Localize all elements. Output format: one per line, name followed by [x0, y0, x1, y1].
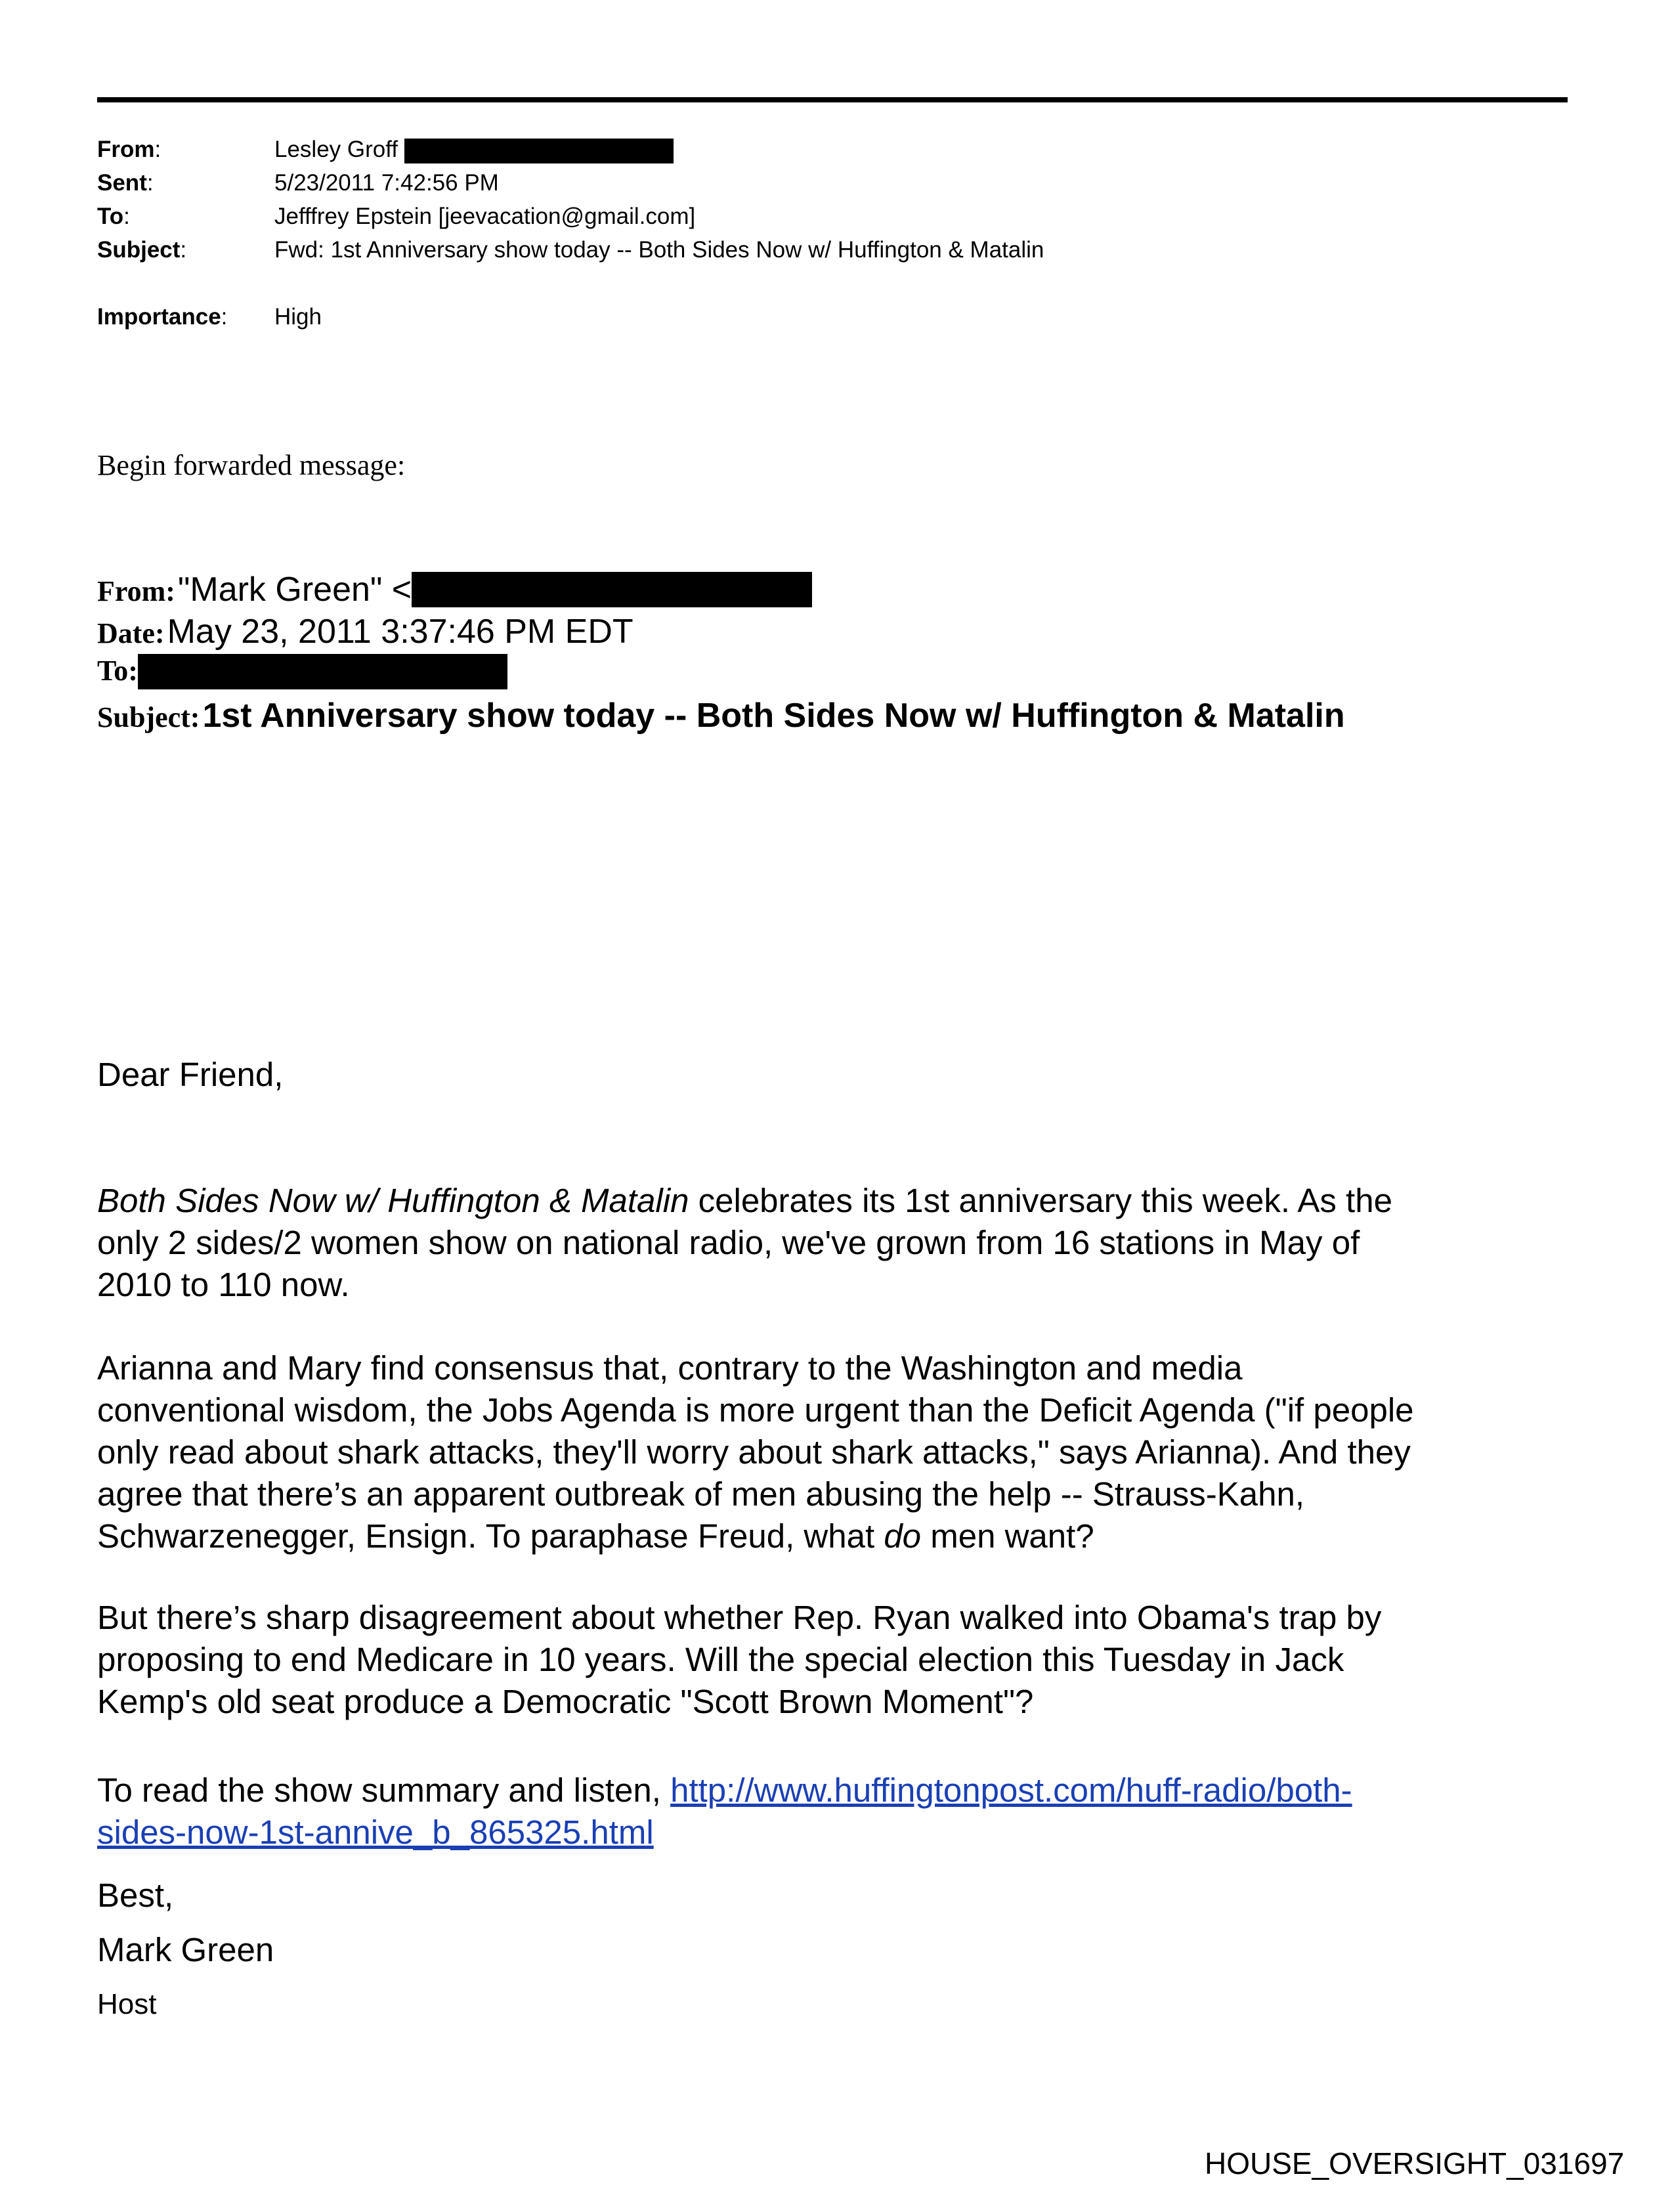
- document-id: HOUSE_OVERSIGHT_031697: [1205, 2146, 1625, 2180]
- fwd-subject-value: 1st Anniversary show today -- Both Sides Now w/ Huffington & Matalin: [202, 697, 1345, 735]
- show-title-italic: Both Sides Now w/ Huffington & Matalin: [97, 1182, 689, 1219]
- paragraph-4: [97, 1769, 1561, 1854]
- paragraph-line: [97, 1811, 1561, 1854]
- header-subject-value: Fwd: 1st Anniversary show today -- Both Sides Now w/ Huffington & Matalin: [274, 237, 1044, 263]
- paragraph-line: only 2 sides/2 women show on national radio, we've grown from 16 stations in May of: [97, 1224, 1360, 1261]
- fwd-subject-label: Subject:: [97, 701, 200, 733]
- header-importance-value: High: [274, 304, 322, 330]
- header-sent-label: Sent:: [97, 170, 154, 196]
- fwd-date-row: [97, 612, 633, 654]
- greeting: Dear Friend,: [97, 1056, 284, 1093]
- paragraph-line: proposing to end Medicare in 10 years. Will the special election this Tuesday in Jack: [97, 1641, 1344, 1678]
- paragraph-line: agree that there’s an apparent outbreak of men abusing the help -- Strauss-Kahn,: [97, 1475, 1305, 1513]
- paragraph-2: [97, 1347, 1561, 1557]
- fwd-date-label: Date:: [97, 617, 165, 649]
- fwd-to-row: [97, 654, 507, 696]
- redaction-block: [412, 572, 812, 607]
- paragraph-line: Both Sides Now w/ Huffington & Matalin celebrates its 1st anniversary this week. As the: [97, 1182, 1392, 1219]
- signature-closing: Best,: [97, 1876, 174, 1914]
- signature-title: Host: [97, 1988, 157, 2020]
- top-rule: [97, 97, 1568, 102]
- header-importance-label: Importance:: [97, 304, 228, 330]
- header-to-label: To:: [97, 204, 130, 229]
- header-from-label: From:: [97, 137, 161, 162]
- fwd-from-row: [97, 570, 812, 612]
- forward-intro: Begin forwarded message:: [97, 449, 406, 481]
- header-from-value: Lesley Groff: [274, 136, 674, 163]
- show-summary-link-continued[interactable]: sides-now-1st-annive_b_865325.html: [97, 1813, 654, 1851]
- paragraph-line: only read about shark attacks, they'll worry about shark attacks," says Arianna). And they: [97, 1433, 1411, 1471]
- fwd-date-value: May 23, 2011 3:37:46 PM EDT: [167, 613, 633, 651]
- header-subject-label: Subject:: [97, 237, 187, 263]
- show-summary-link[interactable]: http://www.huffingtonpost.com/huff-radio/both-: [670, 1771, 1352, 1809]
- header-to-value: Jefffrey Epstein [jeevacation@gmail.com]: [274, 204, 696, 229]
- signature-name: Mark Green: [97, 1931, 274, 1968]
- paragraph-3: [97, 1597, 1561, 1723]
- fwd-subject-row: [97, 696, 1345, 738]
- paragraph-line: To read the show summary and listen, http://www.huffingtonpost.com/huff-radio/both-: [97, 1771, 1352, 1809]
- paragraph-line: Schwarzenegger, Ensign. To paraphase Freud, what do men want?: [97, 1517, 1094, 1555]
- paragraph-line: Kemp's old seat produce a Democratic "Scott Brown Moment"?: [97, 1683, 1034, 1720]
- header-sent-value: 5/23/2011 7:42:56 PM: [274, 170, 499, 196]
- paragraph-line: Arianna and Mary find consensus that, contrary to the Washington and media: [97, 1349, 1243, 1387]
- fwd-from-label: From:: [97, 575, 175, 607]
- redaction-block: [404, 139, 674, 163]
- fwd-to-label: To:: [97, 655, 138, 687]
- paragraph-1: [97, 1180, 1561, 1306]
- fwd-from-value: "Mark Green" <: [177, 571, 412, 609]
- paragraph-line: But there’s sharp disagreement about whether Rep. Ryan walked into Obama's trap by: [97, 1599, 1382, 1636]
- paragraph-line: 2010 to 110 now.: [97, 1266, 350, 1303]
- emphasis-italic: do: [884, 1517, 922, 1555]
- paragraph-line: conventional wisdom, the Jobs Agenda is more urgent than the Deficit Agenda ("if people: [97, 1391, 1414, 1429]
- redaction-block: [138, 654, 507, 689]
